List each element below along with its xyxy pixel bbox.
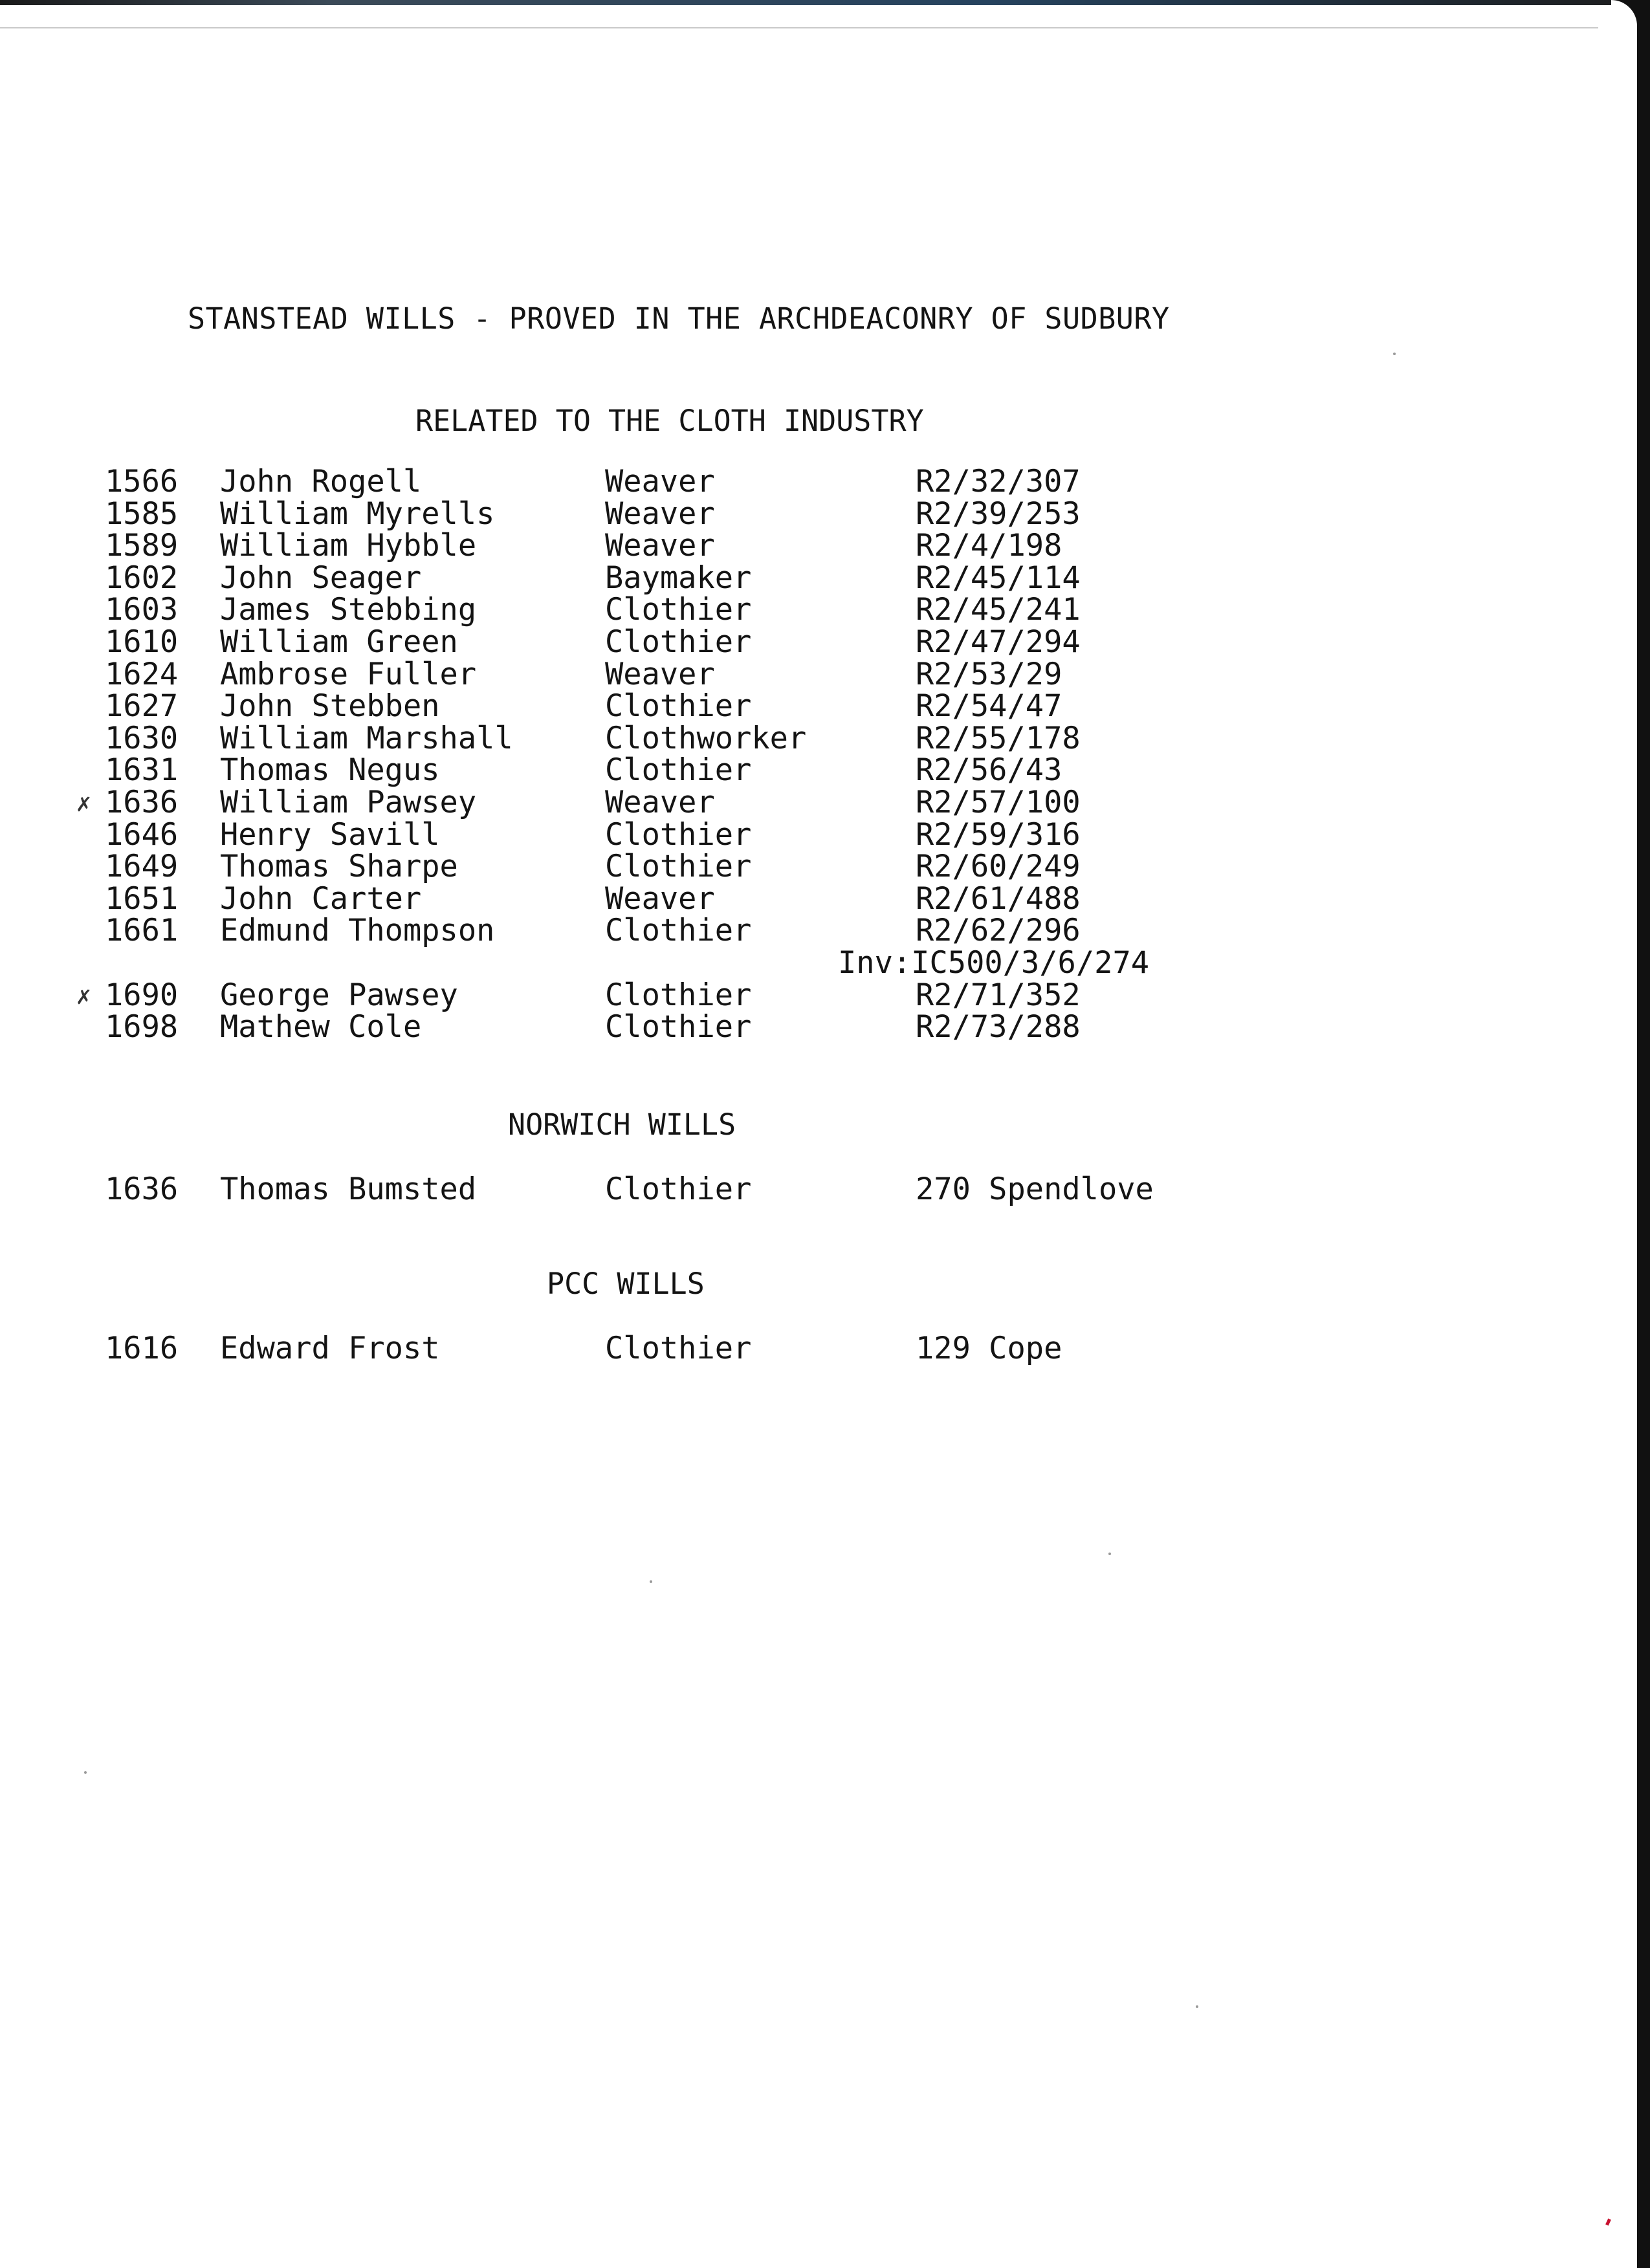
- scan-border-right: [1637, 0, 1650, 2268]
- entry-occupation: Clothier: [605, 1172, 752, 1207]
- entry-occupation: Clothier: [605, 688, 752, 725]
- entry-year: 1585: [105, 496, 179, 532]
- entry-reference: 270 Spendlove: [916, 1172, 1154, 1207]
- check-mark-icon: ✗: [76, 981, 91, 1010]
- entry-occupation: Clothier: [605, 913, 752, 949]
- entry-reference: R2/39/253: [916, 496, 1081, 532]
- entry-occupation: Weaver: [605, 785, 715, 820]
- entry-reference: Inv:IC500/3/6/274: [838, 945, 1150, 981]
- scan-border-top: [0, 0, 1650, 5]
- entry-name: John Seager: [220, 560, 422, 596]
- entry-name: Thomas Bumsted: [220, 1172, 477, 1207]
- entry-name: Mathew Cole: [220, 1009, 422, 1045]
- entry-reference: R2/62/296: [916, 913, 1081, 949]
- entry-name: William Marshall: [220, 720, 513, 756]
- scan-speck: [84, 1771, 87, 1774]
- entry-name: William Hybble: [220, 528, 477, 564]
- scan-speck: [1393, 353, 1396, 355]
- pcc-heading: PCC WILLS: [547, 1267, 705, 1301]
- entry-reference: R2/56/43: [916, 752, 1062, 789]
- entry-occupation: Weaver: [605, 496, 715, 532]
- entry-occupation: Clothier: [605, 849, 752, 885]
- entry-reference: R2/47/294: [916, 624, 1081, 660]
- entry-name: Ambrose Fuller: [220, 656, 477, 692]
- scan-speck: [650, 1580, 652, 1583]
- entry-reference: R2/71/352: [916, 977, 1081, 1013]
- entry-occupation: Weaver: [605, 656, 715, 692]
- entry-occupation: Clothier: [605, 1009, 752, 1045]
- entry-reference: R2/45/114: [916, 560, 1081, 596]
- entry-occupation: Clothier: [605, 1331, 752, 1366]
- entry-name: Thomas Sharpe: [220, 849, 458, 885]
- entry-year: 1566: [105, 464, 179, 499]
- entry-year: 1646: [105, 816, 179, 853]
- entry-occupation: Baymaker: [605, 560, 752, 596]
- entry-year: 1610: [105, 624, 179, 660]
- entry-occupation: Weaver: [605, 464, 715, 499]
- entry-year: 1602: [105, 560, 179, 596]
- entry-name: Thomas Negus: [220, 752, 440, 789]
- entry-reference: 129 Cope: [916, 1331, 1062, 1366]
- entry-name: John Rogell: [220, 464, 422, 499]
- entry-year: 1651: [105, 880, 179, 917]
- entry-reference: R2/54/47: [916, 688, 1062, 725]
- norwich-heading: NORWICH WILLS: [508, 1107, 736, 1142]
- entry-reference: R2/55/178: [916, 720, 1081, 756]
- entry-name: Edmund Thompson: [220, 913, 495, 949]
- entry-year: 1636: [105, 1172, 179, 1207]
- entry-name: William Green: [220, 624, 458, 660]
- entry-year: 1589: [105, 528, 179, 564]
- entry-occupation: Weaver: [605, 528, 715, 564]
- document-subtitle: RELATED TO THE CLOTH INDUSTRY: [415, 404, 924, 438]
- entry-year: 1630: [105, 720, 179, 756]
- entry-name: Edward Frost: [220, 1331, 440, 1366]
- entry-occupation: Clothier: [605, 624, 752, 660]
- document-title: STANSTEAD WILLS - PROVED IN THE ARCHDEACONRY OF SUDBURY: [188, 301, 1170, 336]
- entry-year: 1616: [105, 1331, 179, 1366]
- entry-reference: R2/57/100: [916, 785, 1081, 820]
- entry-year: 1627: [105, 688, 179, 725]
- entry-name: William Pawsey: [220, 785, 477, 820]
- entry-occupation: Clothier: [605, 592, 752, 628]
- entry-year: 1603: [105, 592, 179, 628]
- scan-page-edge-line: [0, 27, 1598, 28]
- entry-year: 1649: [105, 849, 179, 885]
- entry-reference: R2/61/488: [916, 880, 1081, 917]
- entry-reference: R2/73/288: [916, 1009, 1081, 1045]
- entry-year: 1698: [105, 1009, 179, 1045]
- scan-speck: [1196, 2005, 1198, 2008]
- entry-name: John Stebben: [220, 688, 440, 725]
- entry-year: 1690: [105, 977, 179, 1013]
- entry-occupation: Clothworker: [605, 720, 807, 756]
- entry-reference: R2/59/316: [916, 816, 1081, 853]
- check-mark-icon: ✗: [76, 789, 91, 817]
- entry-year: 1631: [105, 752, 179, 789]
- entry-year: 1636: [105, 785, 179, 820]
- entry-name: William Myrells: [220, 496, 495, 532]
- entry-year: 1624: [105, 656, 179, 692]
- scan-speck: [1108, 1553, 1111, 1555]
- scan-speck-red: [1605, 2218, 1611, 2225]
- entry-occupation: Clothier: [605, 752, 752, 789]
- entry-reference: R2/60/249: [916, 849, 1081, 885]
- entry-occupation: Clothier: [605, 977, 752, 1013]
- entry-reference: R2/45/241: [916, 592, 1081, 628]
- entry-year: 1661: [105, 913, 179, 949]
- entry-name: Henry Savill: [220, 816, 440, 853]
- entry-reference: R2/4/198: [916, 528, 1062, 564]
- entry-name: James Stebbing: [220, 592, 477, 628]
- entry-reference: R2/53/29: [916, 656, 1062, 692]
- entry-name: John Carter: [220, 880, 422, 917]
- entry-reference: R2/32/307: [916, 464, 1081, 499]
- entry-name: George Pawsey: [220, 977, 458, 1013]
- entry-occupation: Clothier: [605, 816, 752, 853]
- entry-occupation: Weaver: [605, 880, 715, 917]
